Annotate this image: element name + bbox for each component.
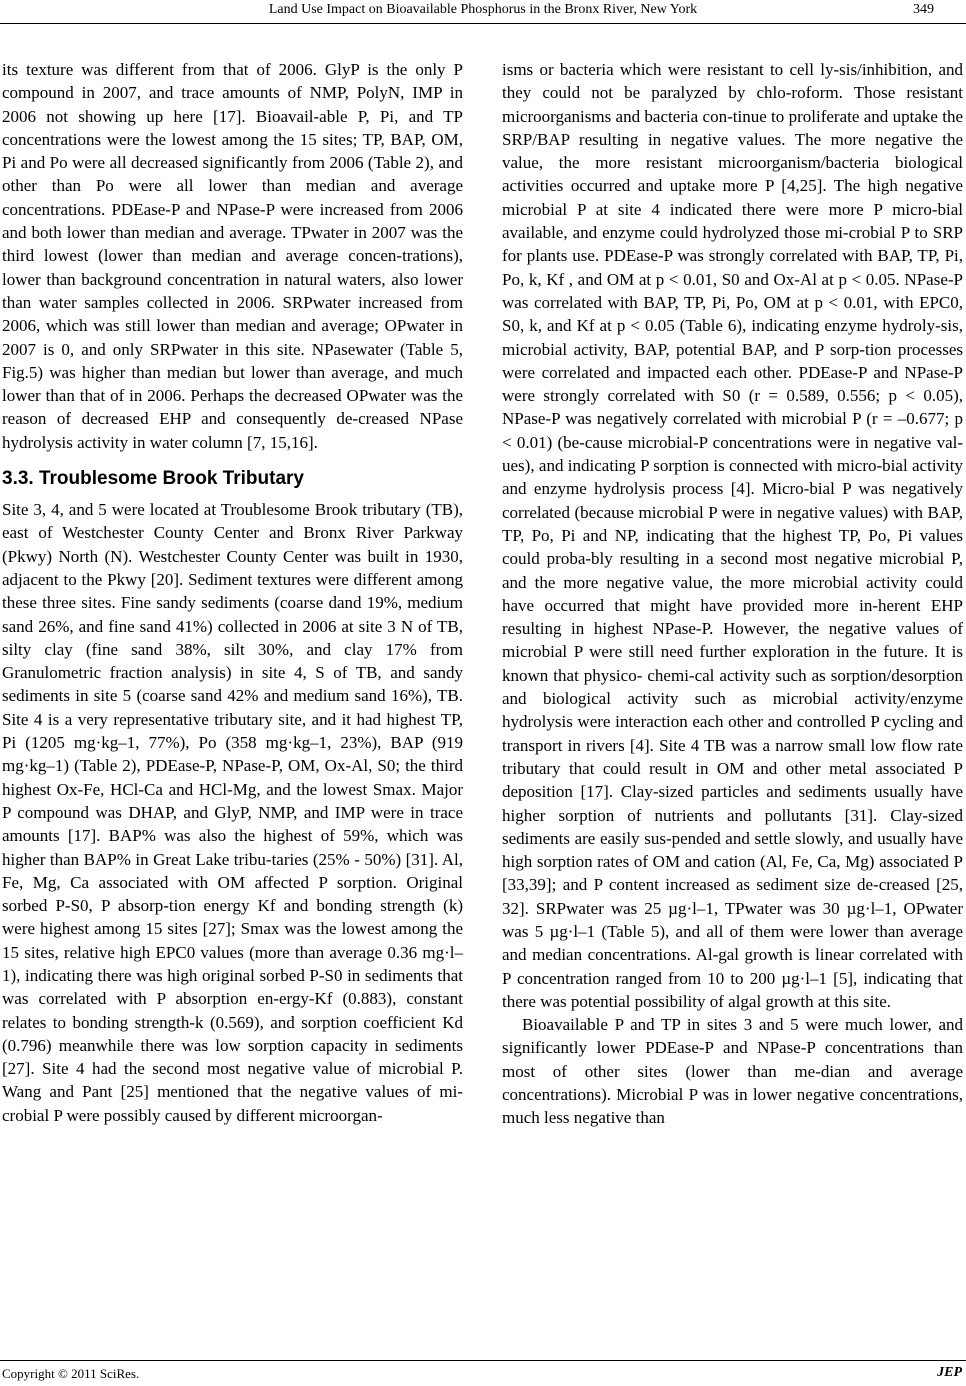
header-rule [0, 23, 966, 24]
paragraph: isms or bacteria which were resistant to cell ly-sis/inhibition, and they could not be paralyzed by chlo-roform. Those resistant microorganisms and bacteria con-tinue to proliferate and uptake the SRP/BAP resulting in negative values. The more negative the value, the more resistant microorganism/bacteria biological activities occurred and uptake more P [4,25]. The high negative microbial P at site 4 indicated there were more P micro-bial available, and enzyme could hydrolyzed those mi-crobial P to SRP for plants use. PDEase-P was strongly correlated with BAP, TP, Pi, Po, k, Kf , and OM at p < 0.01, S0 and Ox-Al at p < 0.05. NPase-P was correlated with BAP, TP, Pi, Po, OM at p < 0.01, with EPC0, S0, k, and Kf at p < 0.05 (Table 6), indicating enzyme hydroly-sis, microbial activity, BAP, potential BAP, and P sorp-tion processes were correlated and impacted each other. PDEase-P and NPase-P were strongly correlated with S0 (r = 0.589, 0.556; p < 0.05), NPase-P was negatively correlated with microbial P (r = –0.677; p < 0.01) (be-cause microbial-P concentrations were in negative val-ues), and indicating P sorption is connected with micro-bial activity and enzyme hydrolysis process [4]. Micro-bial P was negatively correlated (because microbial P were in negative values) with BAP, TP, Po, Pi and NP, indicating that the highest TP, Po, Pi values could proba-bly resulting in a second most negative microbial P, and the more negative value, the more microbial activity could have occurred that might have provided more in-herent EHP resulting in highest NPase-P. However, the negative values of microbial P were still need further exploration in the future. It is known that physico- chemi-cal activity such as sorption/desorption and biological activity such as microbial activity/enzyme hydrolysis were interaction each other and controlled P cycling and transport in rivers [4]. Site 4 TB was a narrow small low flow rate tributary that could result in OM and other metal associated P deposition [17]. Clay-sized particles and sediments usually have higher sorption of nutrients and pollutants [31]. Clay-sized sediments are easily sus-pended and settle slowly, and usually have high sorption rates of OM and cation (Al, Fe, Ca, Mg) associated P [33,39]; and P content increased as sediment size de-creased [25, 32]. SRPwater was 25 µg·l–1, TPwater was 30 µg·l–1, OPwater was 5 µg·l–1 (Table 5), and all of them were lower than average and median concentrations. Al-gal growth is linear correlated with P concentration ranged from 10 to 200 µg·l–1 [5], indicating that there was potential possibility of algal growth at this site. [502, 60, 963, 1011]
paragraph: its texture was different from that of 2006. GlyP is the only P compound in 2007, and trace amounts of NMP, PolyN, IMP in 2006 not showing up here [17]. Bioavail-able P, Pi, and TP concentrations were the lowest among the 15 sites; TP, BAP, OM, Pi and Po were all decreased significantly from 2006 (Table 2), and other than Po were all lower than median and average concentrations. PDEase-P and NPase-P were increased from 2006 and both lower than median and average. TPwater in 2007 was the third lowest (lower than median and average concen-trations), lower than background concentration in natural waters, also lower than water samples collected in 2006. SRPwater increased from 2006, which was still lower than median and average; OPwater in 2007 is 0, and only SRPwater in this site. NPasewater (Table 5, Fig.5) was higher than median but lower than average, and much lower than that of in 2006. Perhaps the decreased OPwater was the reason of decreased EHP and consequently de-creased NPase hydrolysis activity in water column [7, 15,16]. [2, 60, 463, 452]
copyright-notice: Copyright © 2011 SciRes. [2, 1366, 140, 1381]
paragraph: Site 3, 4, and 5 were located at Troublesome Brook tributary (TB), east of Westchester County Center and Bronx River Parkway (Pkwy) North (N). Westchester County Center was built in 1930, adjacent to the Pkwy [20]. Sediment textures were different among these three sites. Fine sandy sediments (coarse dand 19%, medium sand 26%, and fine sand 41%) collected in 2006 at site 3 N of TB, silty clay (fine sand 38%, silt 30%, and clay 17% from Granulometric fraction analysis) in site 4, S of TB, and sandy sediments in site 5 (coarse sand 42% and medium sand 16%), TB. Site 4 is a very representative tributary site, and it had highest TP, Pi (1205 mg·kg–1, 77%), Po (358 mg·kg–1, 23%), BAP (919 mg·kg–1) (Table 2), PDEase-P, NPase-P, OM, Ox-Al, S0; the third highest Ox-Fe, HCl-Ca and HCl-Mg, and the lowest Smax. Major P compound was DHAP, and GlyP, NMP, and IMP were in trace amounts [17]. BAP% was also the highest of 59%, which was higher than BAP% in Great Lake tribu-taries (25% - 50%) [31]. Al, Fe, Mg, Ca associated with OM affected P sorption. Original sorbed P-S0, P absorp-tion energy Kf and bonding strength (k) were highest among 15 sites [27]; Smax was the lowest among the 15 sites, relative high EPC0 values (more than average 0.36 mg·l–1), indicating there was high original sorbed P-S0 in sediments that was correlated with P absorption en-ergy-Kf (0.883), constant relates to bonding strength-k (0.569), and sorption coefficient Kd (0.796) meanwhile there was low sorption capacity in sediments [27]. Site 4 had the second most negative value of microbial P. Wang and Pant [25] mentioned that the negative values of mi-crobial P were possibly caused by different microorgan- [2, 500, 463, 1125]
running-title: Land Use Impact on Bioavailable Phosphorus in the Bronx River, New York [268, 2, 698, 17]
right-column [502, 58, 963, 1130]
page-header [0, 0, 966, 24]
section-heading: 3.3. Troublesome Brook Tributary [2, 468, 304, 490]
journal-abbreviation: JEP [937, 1365, 962, 1380]
left-column [2, 58, 463, 1127]
paragraph: Bioavailable P and TP in sites 3 and 5 were much lower, and significantly lower PDEase-P and NPase-P concentrations than most of other sites (lower than me-dian and average concentrations). Microbial P was in lower negative concentrations, much less negative than [502, 1015, 963, 1128]
footer-rule [0, 1360, 966, 1361]
page-footer [0, 1364, 966, 1386]
page-number: 349 [913, 2, 934, 17]
